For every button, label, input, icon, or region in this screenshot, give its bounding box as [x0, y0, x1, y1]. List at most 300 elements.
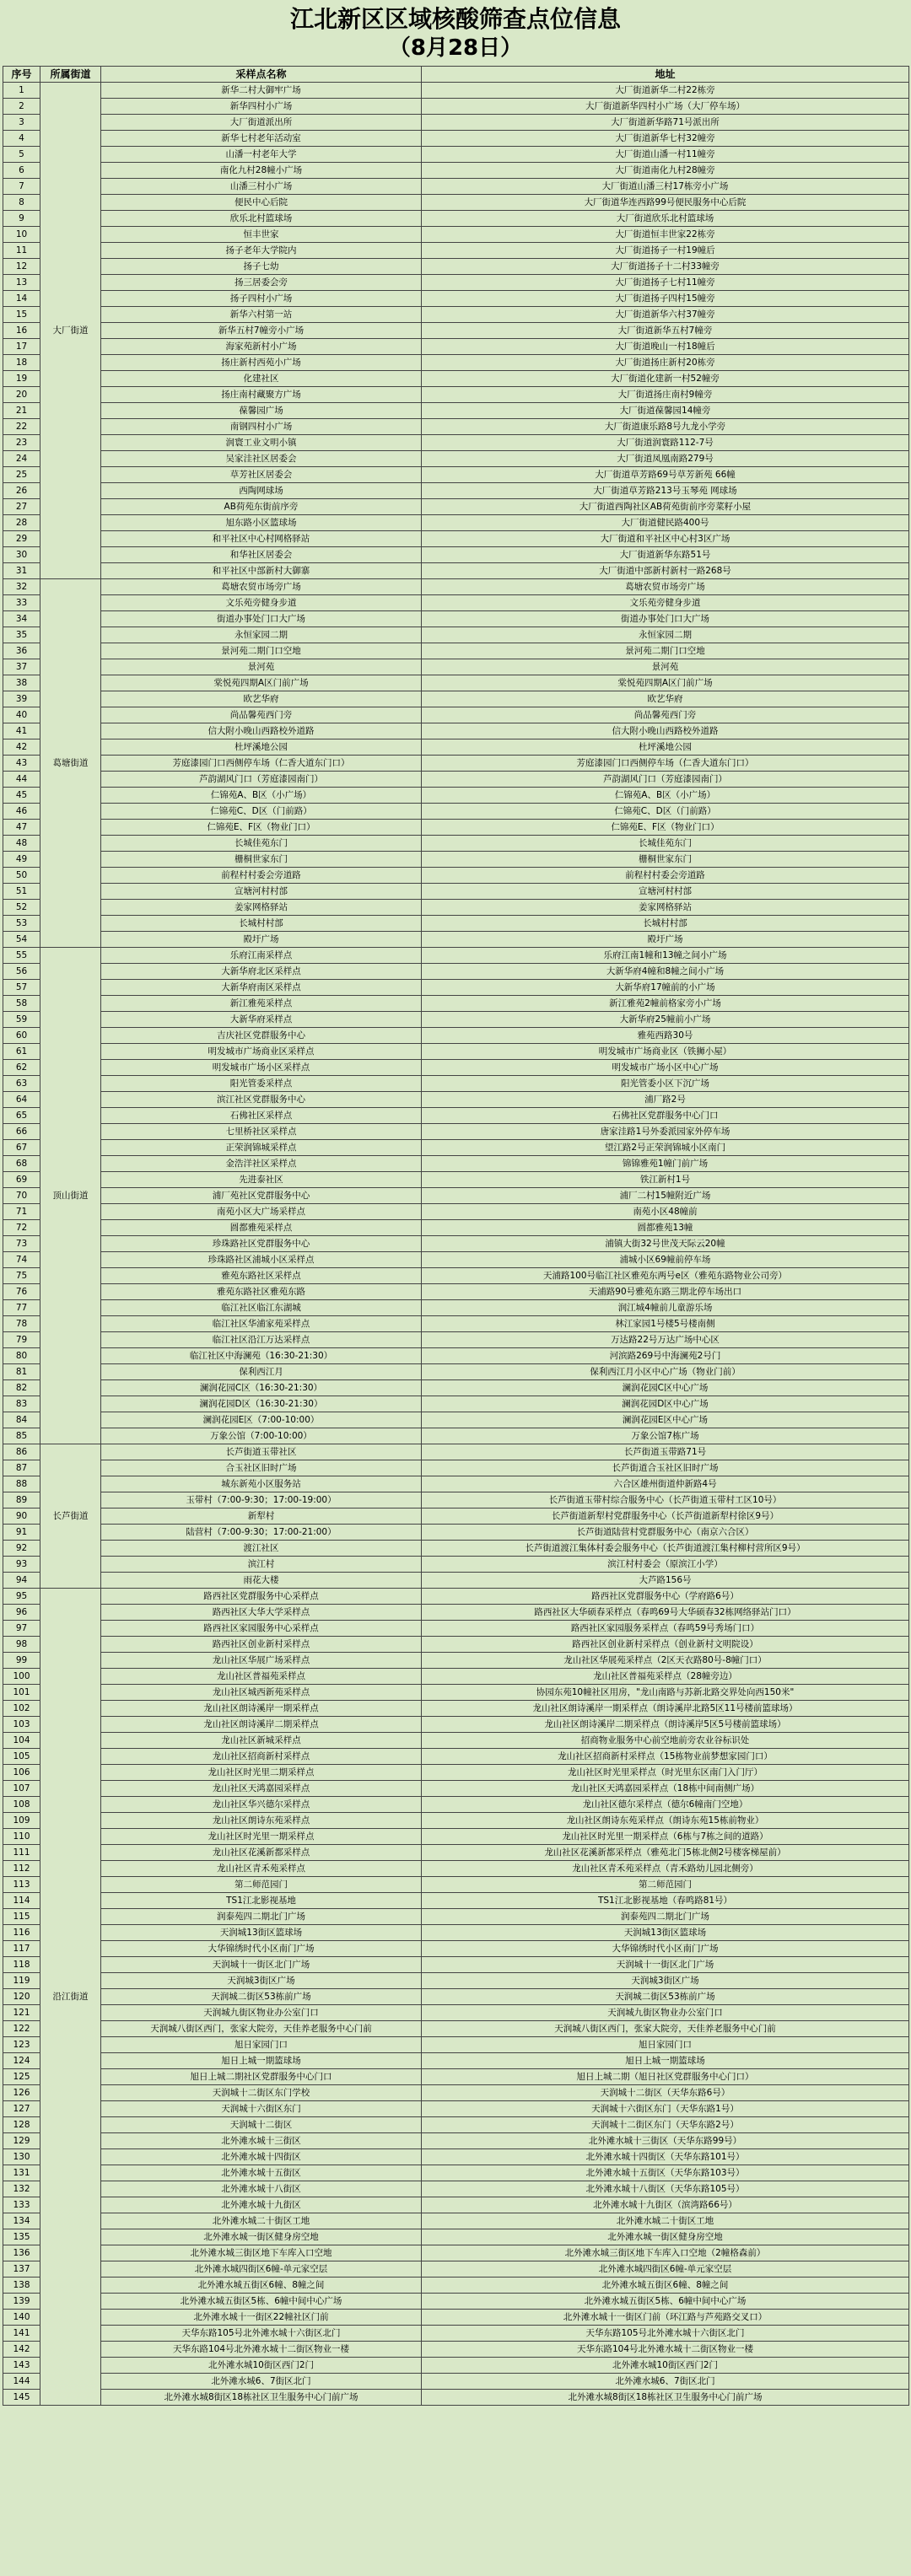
table-row	[3, 227, 909, 243]
row-seq: 31	[3, 563, 40, 579]
site-name: 正荣润锦城采样点	[101, 1140, 422, 1156]
site-address: 大厂街道扬子十二村33幢旁	[422, 259, 909, 275]
table-row	[3, 1765, 909, 1781]
row-seq: 106	[3, 1765, 40, 1781]
header-street: 所属街道	[40, 67, 101, 83]
site-name: 街道办事处门口大广场	[101, 611, 422, 627]
site-name: 北外滩水城四街区6幢-单元家空层	[101, 2261, 422, 2278]
table-row	[3, 2005, 909, 2021]
site-address: 大厂街道化建新一村52幢旁	[422, 371, 909, 387]
row-seq: 101	[3, 1685, 40, 1701]
site-address: 天华东路105号北外滩水城十六街区北门	[422, 2326, 909, 2342]
site-address: 芦韵湖风门口（芳庭漆园南门）	[422, 772, 909, 788]
table-header-row	[3, 67, 909, 83]
site-name: 龙山社区朗诗东苑采样点	[101, 1813, 422, 1829]
site-name: 芦韵湖风门口（芳庭漆园南门）	[101, 772, 422, 788]
table-row	[3, 499, 909, 515]
site-address: 大厂街道草芳路69号草芳新苑 66幢	[422, 467, 909, 483]
site-name: 大新华府北区采样点	[101, 964, 422, 980]
site-address: 大厂街道扬子七村11幢旁	[422, 275, 909, 291]
row-seq: 41	[3, 723, 40, 739]
site-name: 天润城十一街区北门广场	[101, 1957, 422, 1973]
row-seq: 111	[3, 1845, 40, 1861]
row-seq: 55	[3, 948, 40, 964]
site-address: 旭日上城一期篮球场	[422, 2053, 909, 2069]
site-name: 先进泰社区	[101, 1172, 422, 1188]
site-name: 陆营村（7:00-9:30；17:00-21:00）	[101, 1525, 422, 1541]
site-address: 林江家园1号楼5号楼南侧	[422, 1316, 909, 1332]
site-address: 第二师范园门	[422, 1877, 909, 1893]
site-name: 扬三居委会旁	[101, 275, 422, 291]
table-row	[3, 131, 909, 147]
table-row	[3, 1557, 909, 1573]
site-address: 滨江村村委会（原滨江小学）	[422, 1557, 909, 1573]
site-address: 保利西江月小区中心广场（物业门前）	[422, 1364, 909, 1380]
row-seq: 60	[3, 1028, 40, 1044]
row-seq: 80	[3, 1348, 40, 1364]
site-address: 大厂街道健民路400号	[422, 515, 909, 531]
row-seq: 6	[3, 163, 40, 179]
row-seq: 105	[3, 1749, 40, 1765]
row-seq: 75	[3, 1268, 40, 1284]
row-seq: 45	[3, 788, 40, 804]
table-row	[3, 691, 909, 707]
site-address: 天润城十二街区（天华东路6号）	[422, 2085, 909, 2101]
site-address: 街道办事处门口大广场	[422, 611, 909, 627]
row-seq: 3	[3, 115, 40, 131]
site-address: 长芦街道渡江集体村委会服务中心（长芦街道渡江集村柳村营所区9号）	[422, 1541, 909, 1557]
row-seq: 107	[3, 1781, 40, 1797]
site-name: 和平社区中部新村大御寨	[101, 563, 422, 579]
table-row	[3, 1829, 909, 1845]
site-name: 新华二村大御牢广场	[101, 83, 422, 99]
row-seq: 137	[3, 2261, 40, 2278]
table-row	[3, 1348, 909, 1364]
site-address: 姜家网格驿站	[422, 900, 909, 916]
table-row	[3, 2085, 909, 2101]
site-address: 大厂街道康乐路8号九龙小学旁	[422, 419, 909, 435]
table-row	[3, 1701, 909, 1717]
table-row	[3, 2021, 909, 2037]
table-row	[3, 1028, 909, 1044]
table-row	[3, 291, 909, 307]
site-name: 山潘三村小广场	[101, 179, 422, 195]
table-row	[3, 547, 909, 563]
site-address: 澜润花园D区中心广场	[422, 1396, 909, 1412]
row-seq: 140	[3, 2310, 40, 2326]
table-row	[3, 900, 909, 916]
site-name: 第二师范园门	[101, 1877, 422, 1893]
table-row	[3, 1124, 909, 1140]
site-address: 天浦路100号临江社区雅苑东两号e区（雅苑东路物业公司旁）	[422, 1268, 909, 1284]
table-row	[3, 1364, 909, 1380]
site-name: 天润城十二街区	[101, 2117, 422, 2133]
row-seq: 50	[3, 868, 40, 884]
row-seq: 141	[3, 2326, 40, 2342]
table-row	[3, 1076, 909, 1092]
table-row	[3, 595, 909, 611]
row-seq: 83	[3, 1396, 40, 1412]
site-name: 雅苑东路社区雅苑东路	[101, 1284, 422, 1300]
site-name: 大厂街道派出所	[101, 115, 422, 131]
site-address: 大厂街道扬子四村15幢旁	[422, 291, 909, 307]
site-address: 龙山社区招商新村采样点（15栋物业前梦想家园门口）	[422, 1749, 909, 1765]
site-name: 北外滩水城十五街区	[101, 2165, 422, 2181]
site-name: 明发城市广场商业区采样点	[101, 1044, 422, 1060]
table-row	[3, 788, 909, 804]
site-name: TS1江北影视基地	[101, 1893, 422, 1909]
site-name: 吉庆社区党群服务中心	[101, 1028, 422, 1044]
table-row	[3, 275, 909, 291]
table-row	[3, 387, 909, 403]
site-address: 澜润花园C区中心广场	[422, 1380, 909, 1396]
row-seq: 48	[3, 836, 40, 852]
site-address: 北外滩水城10街区西门2门	[422, 2358, 909, 2374]
table-row	[3, 1396, 909, 1412]
table-row	[3, 2245, 909, 2261]
site-name: 大新华府采样点	[101, 1012, 422, 1028]
table-row	[3, 1412, 909, 1428]
site-address: 天润城十二街区东门（天华东路2号）	[422, 2117, 909, 2133]
page-title: 江北新区区域核酸筛查点位信息	[289, 5, 621, 33]
site-name: 滨江村	[101, 1557, 422, 1573]
table-row	[3, 836, 909, 852]
site-address: 龙山社区德尔采样点（德尔6幢南门空地）	[422, 1797, 909, 1813]
site-name: 滨江社区党群服务中心	[101, 1092, 422, 1108]
site-name: 七里桥社区采样点	[101, 1124, 422, 1140]
table-row	[3, 804, 909, 820]
site-address: 大厂街道葆馨园14幢旁	[422, 403, 909, 419]
table-row	[3, 163, 909, 179]
table-row	[3, 2326, 909, 2342]
row-seq: 54	[3, 932, 40, 948]
site-address: 大厂街道新华五村7幢旁	[422, 323, 909, 339]
site-address: 天润城3街区广场	[422, 1973, 909, 1989]
site-name: 路西社区家园服务中心采样点	[101, 1621, 422, 1637]
site-address: 栅桐世家东门	[422, 852, 909, 868]
site-name: 润寰工业文明小镇	[101, 435, 422, 451]
site-name: 北外滩水城十八街区	[101, 2181, 422, 2197]
site-name: 欧艺华府	[101, 691, 422, 707]
site-address: 天润城八街区西门，张家大院旁，天佳养老服务中心门前	[422, 2021, 909, 2037]
row-seq: 144	[3, 2374, 40, 2390]
site-address: 大厂街道草芳路213号玉琴苑 网球场	[422, 483, 909, 499]
row-seq: 115	[3, 1909, 40, 1925]
site-name: 永恒家园二期	[101, 627, 422, 643]
site-name: 澜润花园C区（16:30-21:30）	[101, 1380, 422, 1396]
site-address: 大厂街道扬庄南村9幢旁	[422, 387, 909, 403]
street-name: 沿江街道	[40, 1589, 101, 2406]
row-seq: 46	[3, 804, 40, 820]
table-row	[3, 1685, 909, 1701]
table-row	[3, 1268, 909, 1284]
site-name: 殿圩广场	[101, 932, 422, 948]
site-name: 扬庄南村藏聚方广场	[101, 387, 422, 403]
site-address: 天润城九街区物业办公室门口	[422, 2005, 909, 2021]
row-seq: 37	[3, 659, 40, 675]
table-row	[3, 659, 909, 675]
table-row	[3, 996, 909, 1012]
site-name: 北外滩水城五街区6幢、8幢之间	[101, 2278, 422, 2294]
row-seq: 44	[3, 772, 40, 788]
row-seq: 86	[3, 1444, 40, 1460]
site-address: 龙山社区青禾苑采样点（青禾路幼儿园北侧旁）	[422, 1861, 909, 1877]
row-seq: 58	[3, 996, 40, 1012]
site-name: 新华七村老年活动室	[101, 131, 422, 147]
row-seq: 89	[3, 1492, 40, 1508]
site-name: 旭东路小区篮球场	[101, 515, 422, 531]
row-seq: 134	[3, 2213, 40, 2229]
table-row	[3, 1957, 909, 1973]
site-address: 北外滩水城二十街区工地	[422, 2213, 909, 2229]
site-address: 北外滩水城四街区6幢-单元家空层	[422, 2261, 909, 2278]
site-address: 大厂街道华连西路99号便民服务中心后院	[422, 195, 909, 211]
table-row	[3, 323, 909, 339]
table-row	[3, 403, 909, 419]
site-name: 临江社区临江东湖城	[101, 1300, 422, 1316]
street-name: 葛塘街道	[40, 579, 101, 948]
site-name: 城东新苑小区服务站	[101, 1476, 422, 1492]
table-row	[3, 1797, 909, 1813]
table-row	[3, 1284, 909, 1300]
site-address: 长城村村部	[422, 916, 909, 932]
site-address: 大华锦绣时代小区南门广场	[422, 1941, 909, 1957]
site-name: 葆馨园广场	[101, 403, 422, 419]
table-row	[3, 211, 909, 227]
table-row	[3, 2149, 909, 2165]
site-name: 新华五村7幢旁小广场	[101, 323, 422, 339]
table-row	[3, 419, 909, 435]
row-seq: 103	[3, 1717, 40, 1733]
table-row	[3, 1669, 909, 1685]
row-seq: 35	[3, 627, 40, 643]
site-name: 龙山社区时光里一期采样点	[101, 1829, 422, 1845]
table-row	[3, 1380, 909, 1396]
row-seq: 117	[3, 1941, 40, 1957]
site-address: 路西社区家园服务采样点（春鸣59号秀场门口）	[422, 1621, 909, 1637]
row-seq: 43	[3, 756, 40, 772]
site-name: 宣塘河村村部	[101, 884, 422, 900]
row-seq: 16	[3, 323, 40, 339]
row-seq: 124	[3, 2053, 40, 2069]
site-name: 北外滩水城二十街区工地	[101, 2213, 422, 2229]
site-name: 仁锦苑A、B区（小广场）	[101, 788, 422, 804]
site-address: 北外滩水城一街区健身房空地	[422, 2229, 909, 2245]
site-address: 长芦街道陆营村党群服务中心（南京六合区）	[422, 1525, 909, 1541]
row-seq: 116	[3, 1925, 40, 1941]
row-seq: 9	[3, 211, 40, 227]
site-name: 大新华府南区采样点	[101, 980, 422, 996]
table-row	[3, 2358, 909, 2374]
table-row	[3, 2374, 909, 2390]
site-name: 北外滩水城十四街区	[101, 2149, 422, 2165]
table-row	[3, 1204, 909, 1220]
table-row	[3, 355, 909, 371]
site-address: 圆都雅苑13幢	[422, 1220, 909, 1236]
row-seq: 93	[3, 1557, 40, 1573]
table-row	[3, 195, 909, 211]
site-name: 天润城十六街区东门	[101, 2101, 422, 2117]
row-seq: 91	[3, 1525, 40, 1541]
site-name: 路西社区党群服务中心采样点	[101, 1589, 422, 1605]
table-row	[3, 83, 909, 99]
row-seq: 17	[3, 339, 40, 355]
site-name: 天华东路104号北外滩水城十二街区物业一楼	[101, 2342, 422, 2358]
site-address: 天润城十六街区东门（天华东路1号）	[422, 2101, 909, 2117]
table-row	[3, 2229, 909, 2245]
row-seq: 129	[3, 2133, 40, 2149]
row-seq: 1	[3, 83, 40, 99]
street-name: 大厂街道	[40, 83, 101, 579]
table-row	[3, 916, 909, 932]
row-seq: 112	[3, 1861, 40, 1877]
row-seq: 132	[3, 2181, 40, 2197]
site-name: 和华社区居委会	[101, 547, 422, 563]
row-seq: 30	[3, 547, 40, 563]
row-seq: 110	[3, 1829, 40, 1845]
table-row	[3, 948, 909, 964]
table-row	[3, 1845, 909, 1861]
site-address: 新江雅苑2幢前格家旁小广场	[422, 996, 909, 1012]
site-name: 旭日上城二期社区党群服务中心门口	[101, 2069, 422, 2085]
site-name: 草芳社区居委会	[101, 467, 422, 483]
site-address: 长芦街道玉带路71号	[422, 1444, 909, 1460]
site-address: 大厂街道山潘三村17栋旁小广场	[422, 179, 909, 195]
site-name: 明发城市广场小区采样点	[101, 1060, 422, 1076]
site-name: 信大附小晚山西路校外道路	[101, 723, 422, 739]
site-address: 浦厂路2号	[422, 1092, 909, 1108]
site-address: 雅苑西路30号	[422, 1028, 909, 1044]
site-address: 长城佳苑东门	[422, 836, 909, 852]
row-seq: 12	[3, 259, 40, 275]
site-address: 欧艺华府	[422, 691, 909, 707]
table-row	[3, 1573, 909, 1589]
header-seq: 序号	[3, 67, 40, 83]
table-row	[3, 2261, 909, 2278]
site-address: 旭日上城二期（旭日社区党群服务中心门口）	[422, 2069, 909, 2085]
site-address: 六合区雄州街道仲新路4号	[422, 1476, 909, 1492]
site-name: 金浩洋社区采样点	[101, 1156, 422, 1172]
site-address: 唐家洼路1号外委派园家外停车场	[422, 1124, 909, 1140]
table-row	[3, 1925, 909, 1941]
site-address: 景河苑	[422, 659, 909, 675]
row-seq: 34	[3, 611, 40, 627]
row-seq: 63	[3, 1076, 40, 1092]
row-seq: 143	[3, 2358, 40, 2374]
site-name: 路西社区创业新村采样点	[101, 1637, 422, 1653]
site-address: 浦厂二村15幢附近广场	[422, 1188, 909, 1204]
site-address: 北外滩水城十五街区（天华东路103号）	[422, 2165, 909, 2181]
row-seq: 138	[3, 2278, 40, 2294]
site-address: 润江城4幢前儿童游乐场	[422, 1300, 909, 1316]
site-name: 长城村村部	[101, 916, 422, 932]
site-name: 仁锦苑E、F区（物业门口）	[101, 820, 422, 836]
row-seq: 102	[3, 1701, 40, 1717]
row-seq: 104	[3, 1733, 40, 1749]
site-name: 北外滩水城十九街区	[101, 2197, 422, 2213]
site-name: 新华六村第一站	[101, 307, 422, 323]
site-name: 龙山社区城西新苑采样点	[101, 1685, 422, 1701]
site-name: 长芦街道玉带社区	[101, 1444, 422, 1460]
site-name: 吴家洼社区居委会	[101, 451, 422, 467]
site-name: 南化九村28幢小广场	[101, 163, 422, 179]
row-seq: 133	[3, 2197, 40, 2213]
site-address: 路西社区创业新村采样点（创业新村文明院设）	[422, 1637, 909, 1653]
row-seq: 79	[3, 1332, 40, 1348]
site-name: 保利西江月	[101, 1364, 422, 1380]
table-row	[3, 1060, 909, 1076]
site-name: 文乐苑旁健身步道	[101, 595, 422, 611]
row-seq: 125	[3, 2069, 40, 2085]
site-name: 龙山社区新城采样点	[101, 1733, 422, 1749]
row-seq: 88	[3, 1476, 40, 1492]
table-row	[3, 980, 909, 996]
row-seq: 27	[3, 499, 40, 515]
site-address: 龙山社区天鸿嘉园采样点（18栋中间南侧广场）	[422, 1781, 909, 1797]
site-name: 龙山社区天鸿嘉园采样点	[101, 1781, 422, 1797]
row-seq: 74	[3, 1252, 40, 1268]
row-seq: 62	[3, 1060, 40, 1076]
row-seq: 7	[3, 179, 40, 195]
site-name: 北外滩水城10街区西门2门	[101, 2358, 422, 2374]
row-seq: 85	[3, 1428, 40, 1444]
table-row	[3, 1989, 909, 2005]
table-row	[3, 2181, 909, 2197]
table-row	[3, 852, 909, 868]
site-name: 前程村村委会旁道路	[101, 868, 422, 884]
site-address: 大厂街道凤凰南路279号	[422, 451, 909, 467]
site-name: 路西社区大华大学采样点	[101, 1605, 422, 1621]
row-seq: 59	[3, 1012, 40, 1028]
site-name: 扬子老年大学院内	[101, 243, 422, 259]
site-address: 宣塘河村村部	[422, 884, 909, 900]
site-name: 杜坪溪地公园	[101, 739, 422, 756]
row-seq: 128	[3, 2117, 40, 2133]
table-row	[3, 884, 909, 900]
site-address: 协园东苑10幢社区用房，"龙山南路与苏新北路交界处向西150米"	[422, 1685, 909, 1701]
table-row	[3, 1300, 909, 1316]
site-address: 龙山社区华展苑采样点（2区天衣路80号-8幢门口）	[422, 1653, 909, 1669]
site-address: 北外滩水城十一街区门前（环江路与芦苑路交叉口）	[422, 2310, 909, 2326]
table-row	[3, 147, 909, 163]
row-seq: 72	[3, 1220, 40, 1236]
row-seq: 118	[3, 1957, 40, 1973]
row-seq: 13	[3, 275, 40, 291]
row-seq: 135	[3, 2229, 40, 2245]
table-row	[3, 1973, 909, 1989]
site-name: 西陶网球场	[101, 483, 422, 499]
site-address: 石佛社区党群服务中心门口	[422, 1108, 909, 1124]
table-row	[3, 2278, 909, 2294]
site-address: 乐府江南1幢和13幢之间小广场	[422, 948, 909, 964]
row-seq: 53	[3, 916, 40, 932]
row-seq: 95	[3, 1589, 40, 1605]
site-name: 大华锦绣时代小区南门广场	[101, 1941, 422, 1957]
row-seq: 21	[3, 403, 40, 419]
row-seq: 66	[3, 1124, 40, 1140]
site-address: 旭日家园门口	[422, 2037, 909, 2053]
site-name: 景河苑二期门口空地	[101, 643, 422, 659]
row-seq: 126	[3, 2085, 40, 2101]
site-address: 棠悦苑四期A区门前广场	[422, 675, 909, 691]
site-name: 北外滩水城8街区18栋社区卫生服务中心门前广场	[101, 2390, 422, 2406]
row-seq: 70	[3, 1188, 40, 1204]
site-address: 大厂街道新华七村32幢旁	[422, 131, 909, 147]
row-seq: 98	[3, 1637, 40, 1653]
site-name: 润泰苑四二期北门广场	[101, 1909, 422, 1925]
table-row	[3, 772, 909, 788]
row-seq: 90	[3, 1508, 40, 1525]
